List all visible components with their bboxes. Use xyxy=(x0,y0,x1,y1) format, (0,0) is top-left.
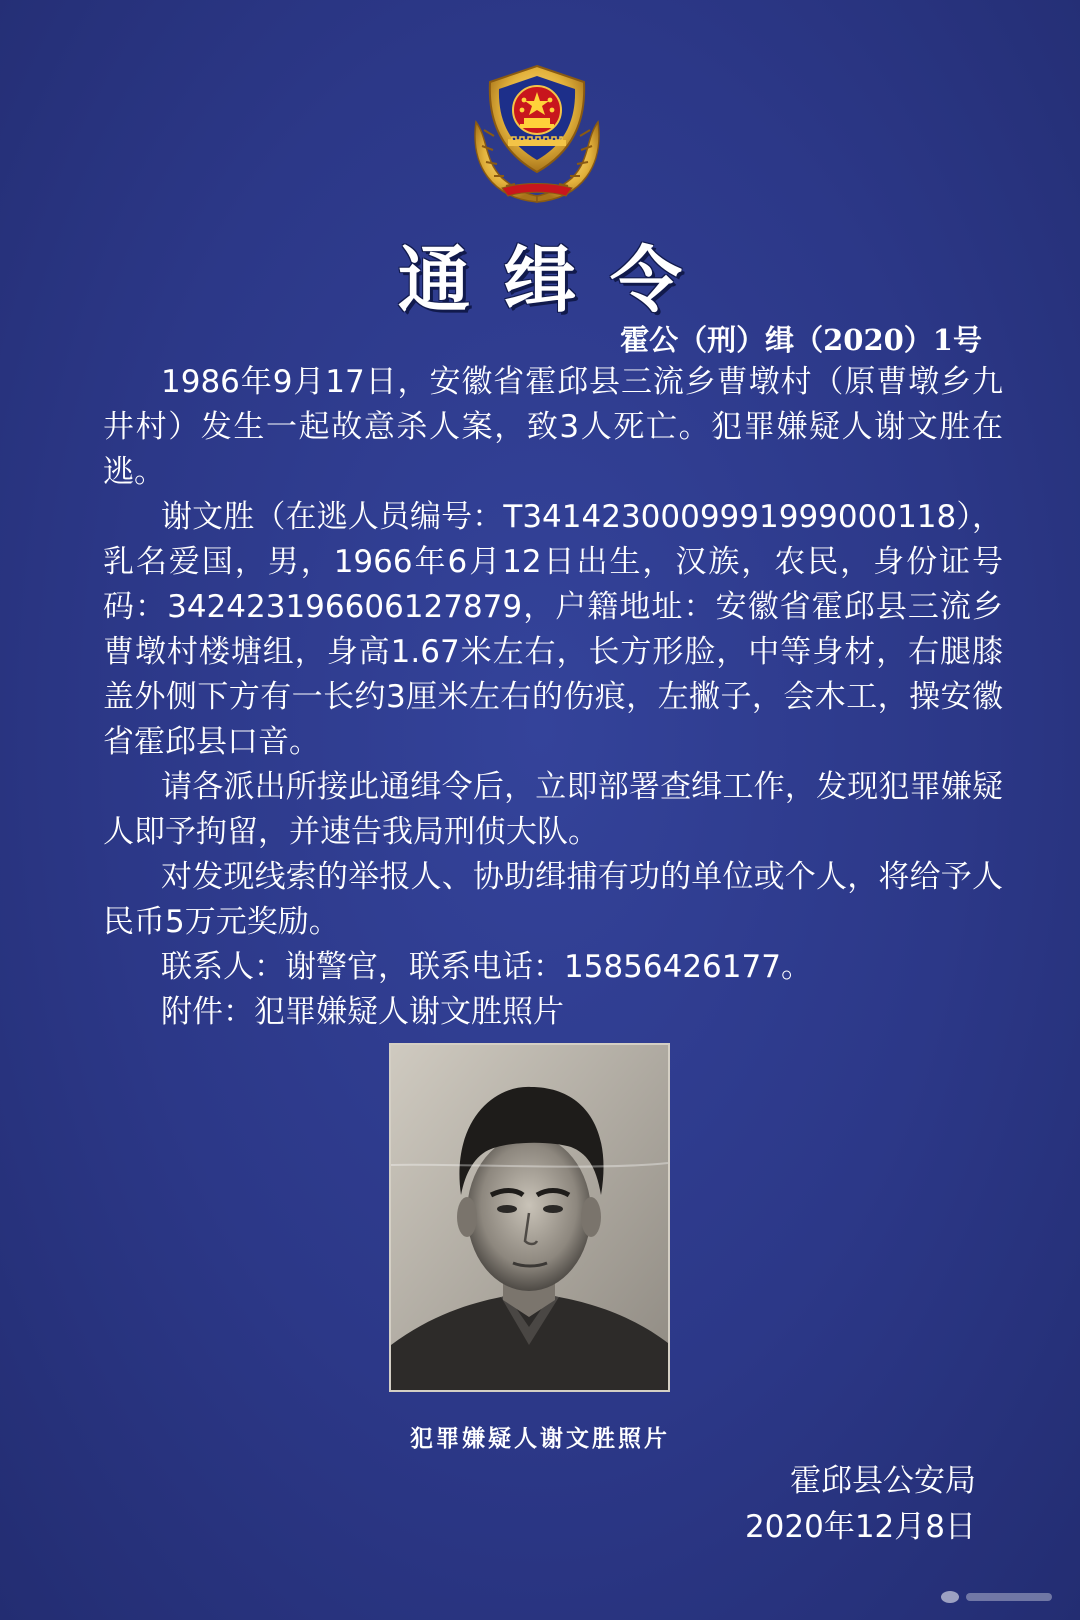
paragraph-case-summary: 1986年9月17日，安徽省霍邱县三流乡曹墩村（原曹墩乡九井村）发生一起故意杀人案，致3人死亡。犯罪嫌疑人谢文胜在逃。 xyxy=(103,364,1003,490)
issue-date: 2020年12月8日 xyxy=(744,1509,976,1545)
paragraph-instructions: 请各派出所接此通缉令后，立即部署查缉工作，发现犯罪嫌疑人即予拘留，并速告我局刑侦大队。 xyxy=(103,769,1003,850)
police-emblem-icon xyxy=(462,60,612,210)
paragraph-attachment: 附件：犯罪嫌疑人谢文胜照片 xyxy=(161,994,564,1030)
paragraph-suspect-details: 谢文胜（在逃人员编号：T3414230009991999000118），乳名爱国，男，1966年6月12日出生，汉族，农民，身份证号码：342423196606127879，户籍地址：安徽省霍邱县三流乡曹墩村楼塘组，身高1.67米左右，长方形脸，中等身材，右腿膝盖外侧下方有一长约3厘米左右的伤痕，左撇子，会木工，操安徽省霍邱县口音。 xyxy=(103,499,1003,760)
notice-body xyxy=(103,360,1003,1035)
issuer-block xyxy=(745,1458,976,1550)
suspect-photo xyxy=(391,1045,668,1390)
photo-caption: 犯罪嫌疑人谢文胜照片 xyxy=(410,1425,670,1452)
notice-title: 通缉令 xyxy=(397,237,716,322)
paragraph-reward: 对发现线索的举报人、协助缉捕有功的单位或个人，将给予人民币5万元奖励。 xyxy=(103,859,1003,940)
issuer-name: 霍邱县公安局 xyxy=(790,1463,976,1499)
watermark-icon xyxy=(938,1584,1058,1610)
document-number: 霍公（刑）缉（2020）1号 xyxy=(620,323,982,357)
paragraph-contact: 联系人：谢警官，联系电话：15856426177。 xyxy=(161,949,812,985)
